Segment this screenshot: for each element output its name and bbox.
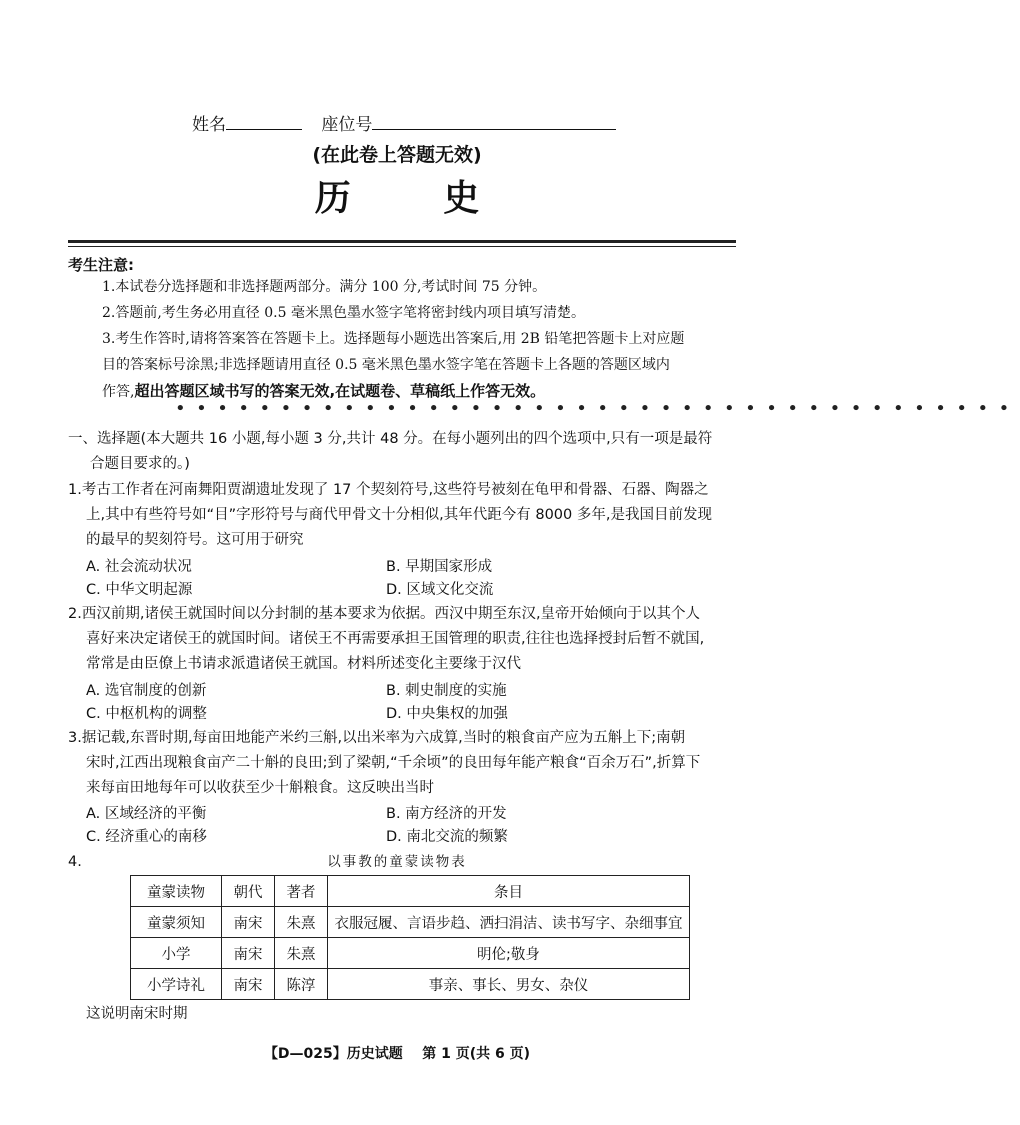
- q3-option-a: A. 区域经济的平衡: [86, 806, 207, 822]
- q1-line1: 1.考古工作者在河南舞阳贾湖遗址发现了 17 个契刻符号,这些符号被刻在龟甲和骨器、石器、陶器之: [68, 482, 709, 498]
- q3-line2: 宋时,江西出现粮食亩产二十斛的良田;到了梁朝,“千余顷”的良田每年能产粮食“百余万石”,折算下: [86, 755, 701, 771]
- table-cell: 童蒙须知: [131, 907, 222, 938]
- page-footer: 【D—025】历史试题 第 1 页(共 6 页): [263, 1046, 531, 1062]
- q4-number: 4.: [68, 854, 82, 870]
- seat-blank: [372, 115, 616, 130]
- name-blank: [226, 115, 302, 130]
- q2-option-b: B. 刺史制度的实施: [386, 683, 507, 699]
- table-cell: 事亲、事长、男女、杂仪: [328, 969, 690, 1000]
- emphasis-dots: ••••••••••••••••••••••••••••••••••••••••: [175, 398, 1020, 419]
- q2-line2: 喜好来决定诸侯王的就国时间。诸侯王不再需要承担王国管理的职责,往往也选择授封后暂不就国,: [86, 631, 705, 647]
- section-1-instructions-line2: 合题目要求的。): [90, 456, 190, 472]
- candidate-info-line: [192, 110, 616, 135]
- q3-option-b: B. 南方经济的开发: [386, 806, 507, 822]
- q3-line3: 来每亩田地每年可以收获至少十斛粮食。这反映出当时: [86, 780, 434, 796]
- table-cell: 衣服冠履、言语步趋、洒扫涓洁、读书写字、杂细事宜: [328, 907, 690, 938]
- q3-option-c: C. 经济重心的南移: [86, 829, 207, 845]
- table-cell: 南宋: [222, 969, 275, 1000]
- table-cell: 南宋: [222, 938, 275, 969]
- invalid-answer-notice: (在此卷上答题无效): [312, 144, 482, 166]
- table-header-row: [131, 876, 690, 907]
- name-label: 姓名: [192, 115, 226, 135]
- attention-item-3c-plain: 作答,: [102, 384, 135, 400]
- table-cell: 陈淳: [275, 969, 328, 1000]
- table-header-cell: 著者: [275, 876, 328, 907]
- attention-item-3a: 3.考生作答时,请将答案答在答题卡上。选择题每小题选出答案后,用 2B 铅笔把答题卡上对应题: [102, 331, 685, 347]
- q4-table-title: 以事教的童蒙读物表: [327, 854, 467, 870]
- q2-line1: 2.西汉前期,诸侯王就国时间以分封制的基本要求为依据。西汉中期至东汉,皇帝开始倾向于以其个人: [68, 606, 701, 622]
- q1-option-a: A. 社会流动状况: [86, 559, 192, 575]
- table-cell: 朱熹: [275, 907, 328, 938]
- header-divider-thick: [68, 240, 736, 243]
- section-1-instructions-line1: 一、选择题(本大题共 16 小题,每小题 3 分,共计 48 分。在每小题列出的四个选项中,只有一项是最符: [68, 431, 713, 447]
- table-cell: 明伦;敬身: [328, 938, 690, 969]
- q2-option-a: A. 选官制度的创新: [86, 683, 207, 699]
- attention-emphasis: 超出答题区域书写的答案无效,在试题卷、草稿纸上作答无效。: [134, 382, 546, 400]
- q1-option-b: B. 早期国家形成: [386, 559, 493, 575]
- q4-stem: 这说明南宋时期: [86, 1006, 188, 1022]
- q3-option-d: D. 南北交流的频繁: [386, 829, 508, 845]
- table-header-cell: 朝代: [222, 876, 275, 907]
- attention-item-2: 2.答题前,考生务必用直径 0.5 毫米黑色墨水签字笔将密封线内项目填写清楚。: [102, 305, 585, 321]
- table-row: [131, 938, 690, 969]
- table-cell: 小学诗礼: [131, 969, 222, 1000]
- q3-line1: 3.据记载,东晋时期,每亩田地能产米约三斛,以出米率为六成算,当时的粮食亩产应为五斛上下;南朝: [68, 730, 686, 746]
- attention-item-1: 1.本试卷分选择题和非选择题两部分。满分 100 分,考试时间 75 分钟。: [102, 279, 547, 295]
- q1-line2: 上,其中有些符号如“目”字形符号与商代甲骨文十分相似,其年代距今有 8000 多年,是我国目前发现: [86, 507, 712, 523]
- attention-item-3b: 目的答案标号涂黑;非选择题请用直径 0.5 毫米黑色墨水签字笔在答题卡上各题的答题区域内: [102, 357, 670, 373]
- q1-line3: 的最早的契刻符号。这可用于研究: [86, 532, 304, 548]
- table-cell: 南宋: [222, 907, 275, 938]
- table-cell: 小学: [131, 938, 222, 969]
- q2-option-d: D. 中央集权的加强: [386, 706, 508, 722]
- subject-title: 历 史: [314, 177, 520, 219]
- table-row: [131, 969, 690, 1000]
- q2-line3: 常常是由臣僚上书请求派遣诸侯王就国。材料所述变化主要缘于汉代: [86, 656, 521, 672]
- table-header-cell: 条目: [328, 876, 690, 907]
- table-header-cell: 童蒙读物: [131, 876, 222, 907]
- header-divider-thin: [68, 246, 736, 247]
- q1-option-d: D. 区域文化交流: [386, 582, 494, 598]
- q2-option-c: C. 中枢机构的调整: [86, 706, 207, 722]
- table-cell: 朱熹: [275, 938, 328, 969]
- q4-table: [130, 875, 690, 1000]
- table-row: [131, 907, 690, 938]
- q1-option-c: C. 中华文明起源: [86, 582, 193, 598]
- seat-label: 座位号: [321, 115, 373, 135]
- attention-heading: 考生注意:: [68, 256, 134, 274]
